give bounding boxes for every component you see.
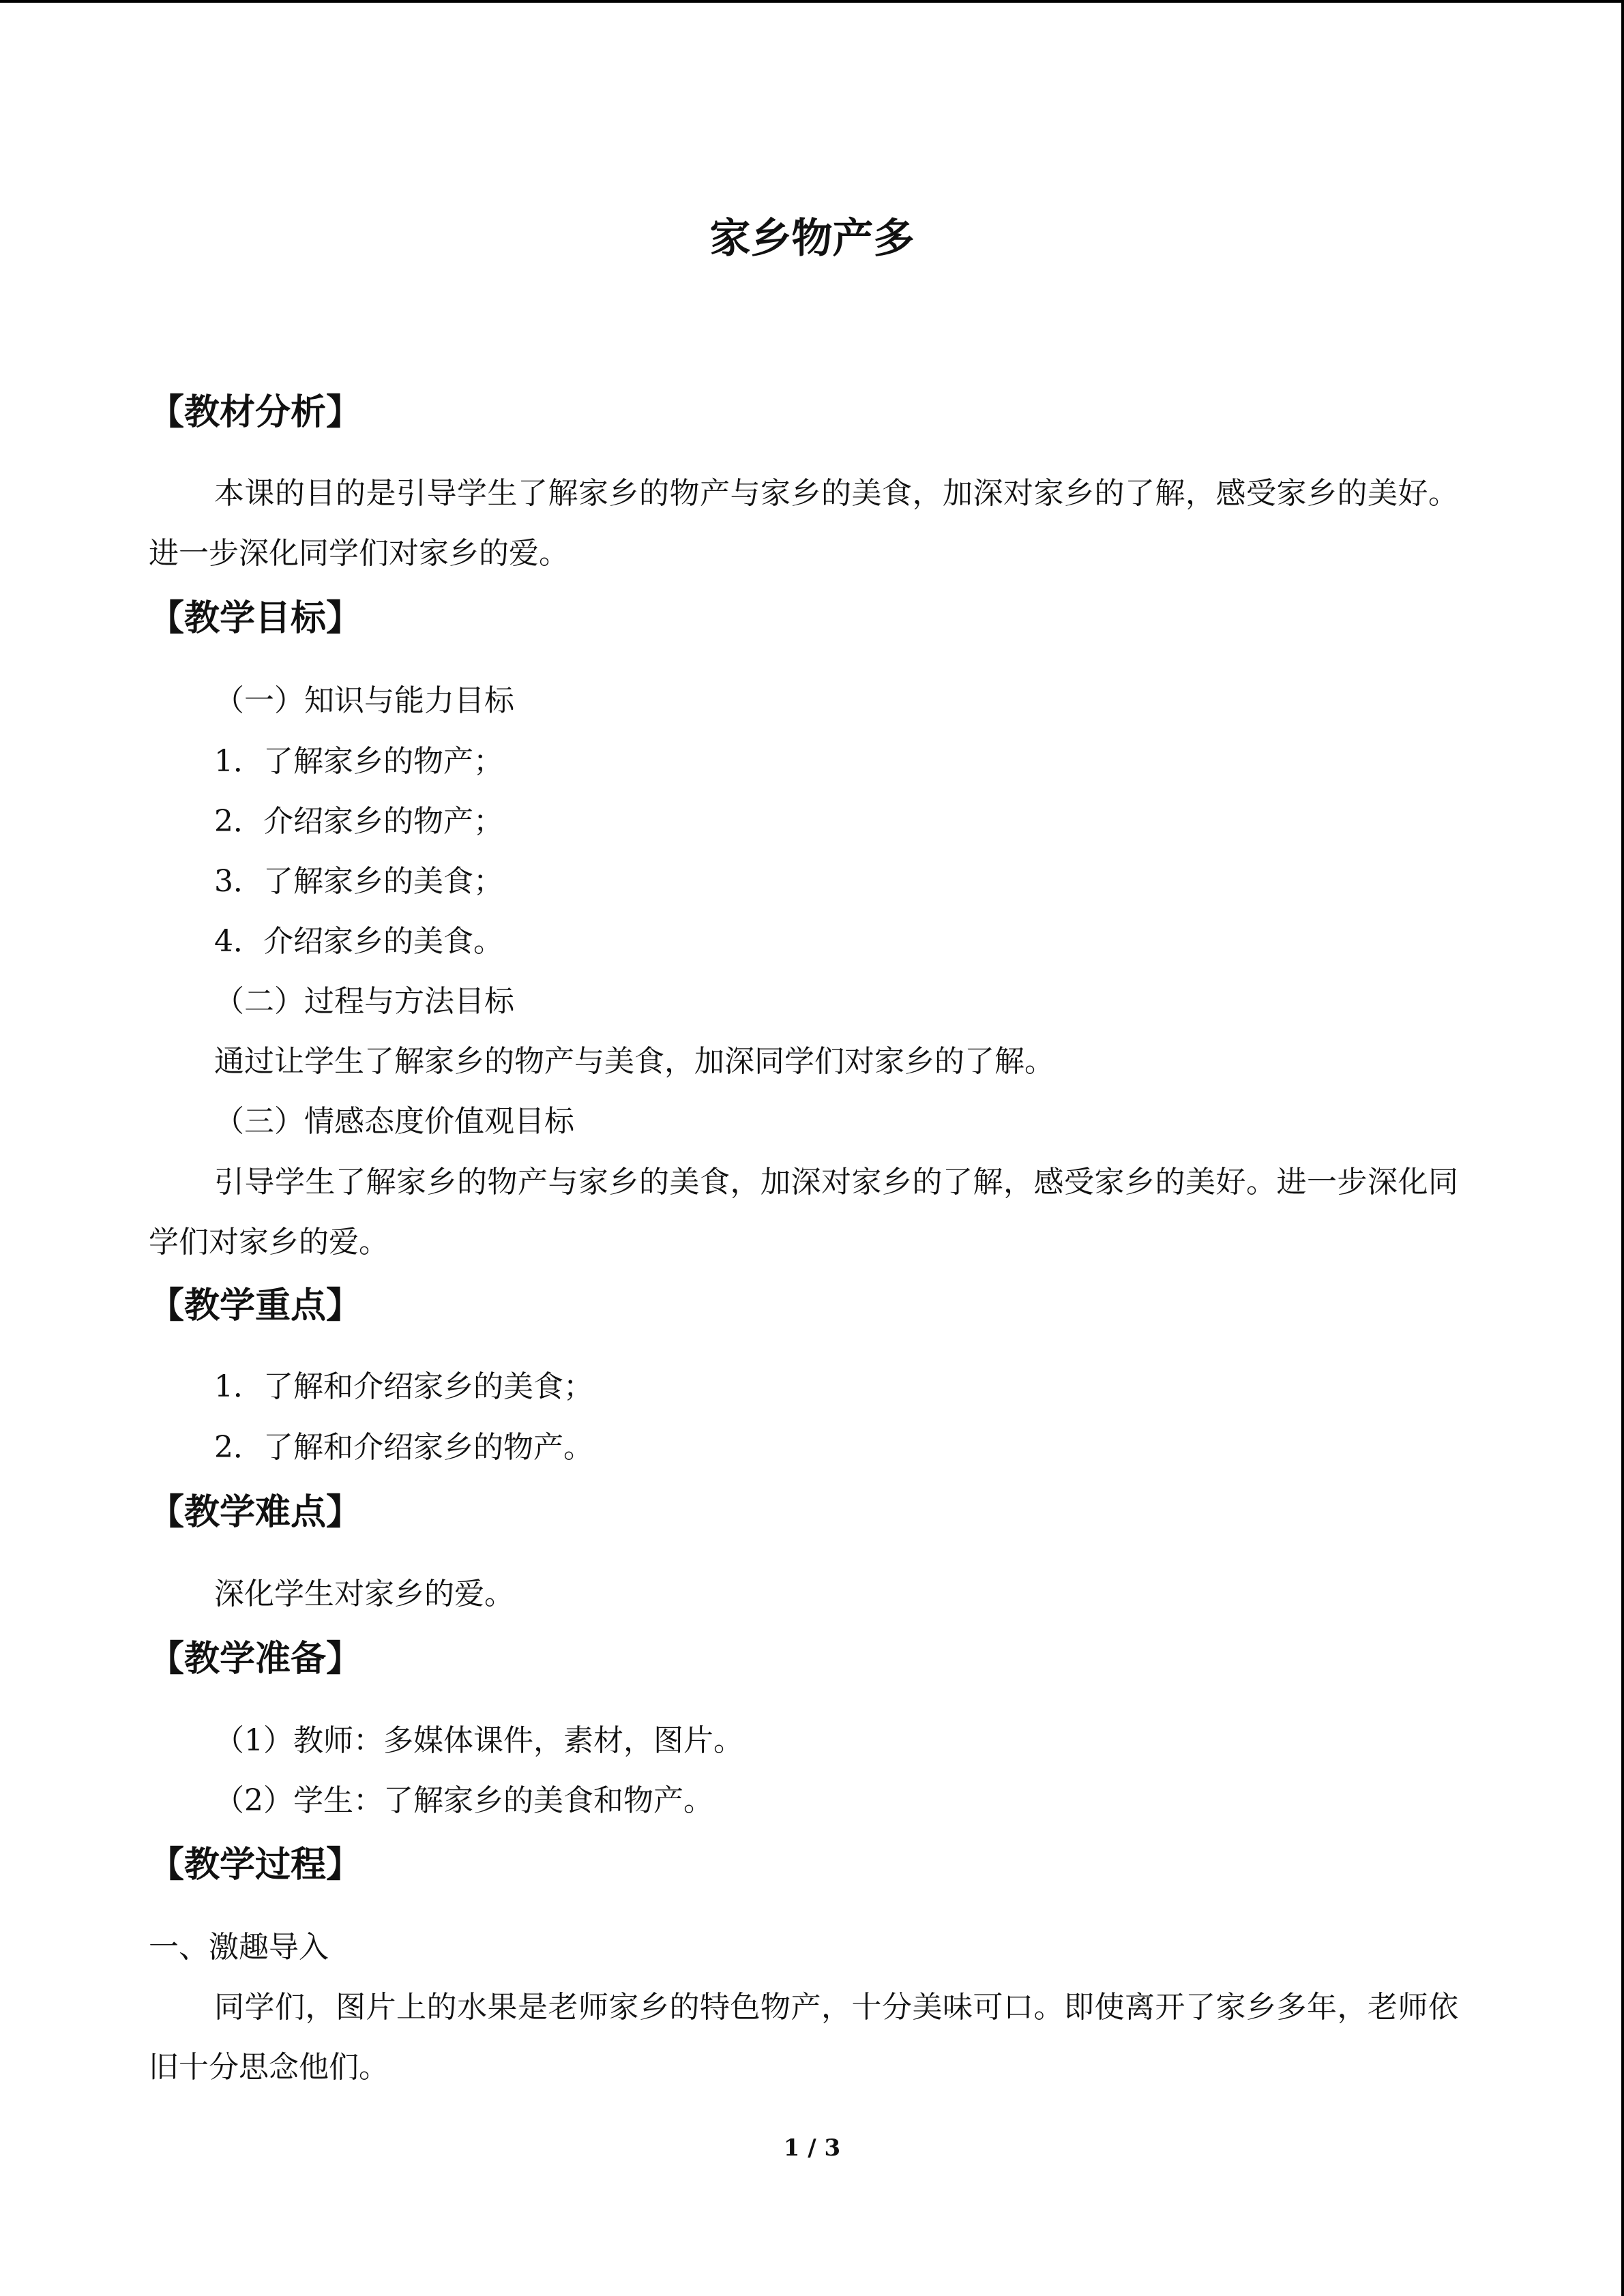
key-point-1: 1．了解和介绍家乡的美食； <box>214 1369 593 1404</box>
process-step-1: 一、激趣导入 <box>149 1930 329 1965</box>
heading-goals: 【教学目标】 <box>149 598 362 639</box>
goals-subheading-3: （三）情感态度价值观目标 <box>214 1104 574 1139</box>
heading-process: 【教学过程】 <box>149 1845 362 1885</box>
goals-subheading-1: （一）知识与能力目标 <box>214 683 514 718</box>
heading-difficulties: 【教学难点】 <box>149 1492 362 1533</box>
page-number: 1 / 3 <box>783 2134 841 2162</box>
heading-analysis: 【教材分析】 <box>149 392 362 433</box>
process-step-1-paragraph: 同学们，图片上的水果是老师家乡的特色物产，十分美味可口。即使离开了家乡多年，老师依旧十分思念他们。 <box>149 1990 1458 2085</box>
goals-sub2-text: 通过让学生了解家乡的物产与美食，加深同学们对家乡的了解。 <box>214 1044 1054 1079</box>
analysis-paragraph: 本课的目的是引导学生了解家乡的物产与家乡的美食，加深对家乡的了解，感受家乡的美好。进一步深化同学们对家乡的爱。 <box>149 476 1458 571</box>
goals-item-1: 1．了解家乡的物产； <box>214 744 503 779</box>
heading-key-points: 【教学重点】 <box>149 1285 362 1326</box>
preparation-item-1: （1）教师：多媒体课件，素材，图片。 <box>214 1723 743 1758</box>
page-top-border <box>0 0 1624 3</box>
goals-subheading-2: （二）过程与方法目标 <box>214 984 514 1019</box>
difficulties-text: 深化学生对家乡的爱。 <box>214 1577 514 1611</box>
preparation-item-2: （2）学生：了解家乡的美食和物产。 <box>214 1783 713 1818</box>
key-point-2: 2．了解和介绍家乡的物产。 <box>214 1430 593 1465</box>
page-right-border <box>1621 0 1624 2296</box>
goals-sub3-paragraph: 引导学生了解家乡的物产与家乡的美食，加深对家乡的了解，感受家乡的美好。进一步深化同学们对家乡的爱。 <box>149 1165 1458 1259</box>
heading-preparation: 【教学准备】 <box>149 1639 362 1680</box>
goals-item-3: 3．了解家乡的美食； <box>214 864 503 899</box>
document-title: 家乡物产多 <box>709 215 915 263</box>
goals-item-4: 4．介绍家乡的美食。 <box>214 924 503 959</box>
goals-item-2: 2．介绍家乡的物产； <box>214 804 503 839</box>
